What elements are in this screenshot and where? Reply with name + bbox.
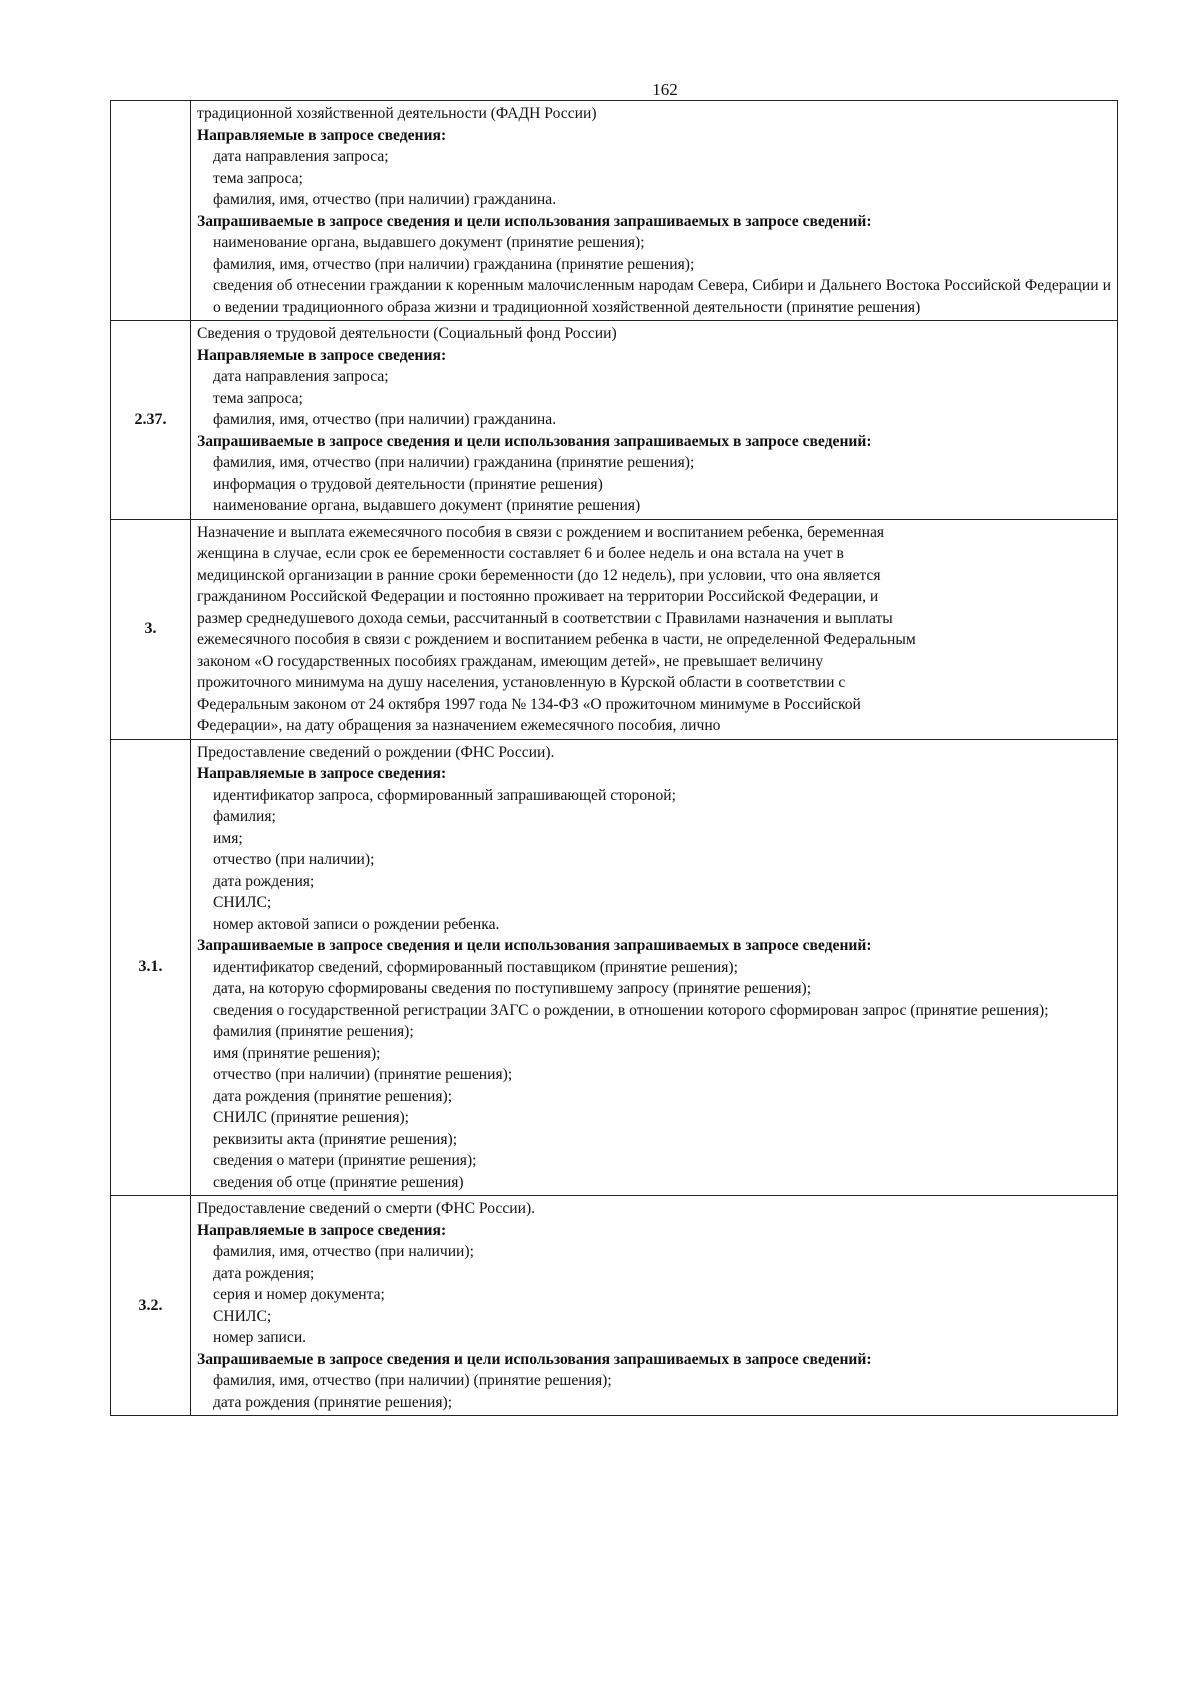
row-number-cell: 3. xyxy=(111,519,191,739)
content-line: Федеральным законом от 24 октября 1997 года № 134-ФЗ «О прожиточном минимуме в Российской xyxy=(197,695,861,713)
content-line: ежемесячного пособия в связи с рождением и воспитанием ребенка в части, не определенной Федеральным xyxy=(197,631,916,648)
list-item: номер актовой записи о рождении ребенка. xyxy=(213,915,500,933)
list-item: тема запроса; xyxy=(213,389,303,407)
section-heading: Направляемые в запросе сведения: xyxy=(197,126,447,144)
list-item: идентификатор сведений, сформированный поставщиком (принятие решения); xyxy=(213,958,738,976)
list-item: имя; xyxy=(213,829,243,847)
list-item: отчество (при наличии); xyxy=(213,851,375,868)
list-item: сведения об отце (принятие решения) xyxy=(213,1173,464,1191)
list-item: наименование органа, выдавшего документ (принятие решения); xyxy=(213,234,645,251)
page-number: 162 xyxy=(652,80,678,99)
list-item: фамилия; xyxy=(213,808,276,825)
row-content-cell xyxy=(191,321,1118,520)
section-heading: Запрашиваемые в запросе сведения и цели использования запрашиваемых в запросе сведений: xyxy=(197,1350,872,1368)
services-table xyxy=(110,100,1118,1416)
list-item: дата направления запроса; xyxy=(213,148,389,165)
content-line: размер среднедушевого дохода семьи, рассчитанный в соответствии с Правилами назначения и выплаты xyxy=(197,609,893,627)
content-line: Назначение и выплата ежемесячного пособия в связи с рождением и воспитанием ребенка, беременная xyxy=(197,523,885,541)
list-item: дата рождения (принятие решения); xyxy=(213,1087,453,1105)
list-item: дата рождения; xyxy=(213,1264,315,1282)
section-heading: Запрашиваемые в запросе сведения и цели использования запрашиваемых в запросе сведений: xyxy=(197,432,872,450)
list-item: фамилия, имя, отчество (при наличии); xyxy=(213,1243,474,1260)
row-number-cell: 3.1. xyxy=(111,739,191,1196)
list-item: фамилия, имя, отчество (при наличии) (принятие решения); xyxy=(213,1372,612,1389)
table-row xyxy=(111,1196,1118,1416)
row-content-cell xyxy=(191,1196,1118,1416)
section-heading: Направляемые в запросе сведения: xyxy=(197,346,447,364)
content-line: Федерации», на дату обращения за назначением ежемесячного пособия, лично xyxy=(197,717,721,734)
list-item: сведения о государственной регистрации ЗАГС о рождении, в отношении которого сформирован запрос (принятие решения); xyxy=(213,1001,1049,1019)
content-line: законом «О государственных пособиях гражданам, имеющим детей», не превышает величину xyxy=(197,652,824,670)
content-line: прожиточного минимума на душу населения, установленную в Курской области в соответствии с xyxy=(197,674,846,691)
table-row xyxy=(111,321,1118,520)
content-line: гражданином Российской Федерации и постоянно проживает на территории Российской Федерации, и xyxy=(197,588,879,605)
list-item: СНИЛС (принятие решения); xyxy=(213,1109,410,1126)
list-item: идентификатор запроса, сформированный запрашивающей стороной; xyxy=(213,786,676,804)
list-item: отчество (при наличии) (принятие решения); xyxy=(213,1066,513,1083)
row-number-cell: 3.2. xyxy=(111,1196,191,1416)
list-item: имя (принятие решения); xyxy=(213,1044,381,1062)
list-item: СНИЛС; xyxy=(213,1307,272,1325)
list-item: дата направления запроса; xyxy=(213,368,389,385)
content-line: женщина в случае, если срок ее беременности составляет 6 и более недель и она встала на учет в xyxy=(197,545,844,562)
list-item: фамилия, имя, отчество (при наличии) гражданина (принятие решения); xyxy=(213,454,695,471)
table-row xyxy=(111,101,1118,321)
section-heading: Запрашиваемые в запросе сведения и цели использования запрашиваемых в запросе сведений: xyxy=(197,212,872,230)
list-item: наименование органа, выдавшего документ (принятие решения) xyxy=(213,497,641,514)
content-line: Предоставление сведений о смерти (ФНС России). xyxy=(197,1200,536,1217)
list-item: номер записи. xyxy=(213,1329,307,1346)
list-item: дата рождения (принятие решения); xyxy=(213,1393,453,1411)
table-row xyxy=(111,519,1118,739)
list-item: дата, на которую сформированы сведения по поступившему запросу (принятие решения); xyxy=(213,980,812,997)
content-line: Предоставление сведений о рождении (ФНС России). xyxy=(197,743,555,761)
section-heading: Направляемые в запросе сведения: xyxy=(197,1221,447,1239)
section-heading: Запрашиваемые в запросе сведения и цели использования запрашиваемых в запросе сведений: xyxy=(197,937,872,954)
list-item: фамилия, имя, отчество (при наличии) гражданина. xyxy=(213,411,557,428)
row-content-cell xyxy=(191,101,1118,321)
list-item: дата рождения; xyxy=(213,872,315,890)
row-content-cell xyxy=(191,519,1118,739)
content-line: Сведения о трудовой деятельности (Социальный фонд России) xyxy=(197,325,617,342)
list-item: реквизиты акта (принятие решения); xyxy=(213,1130,458,1148)
list-item: серия и номер документа; xyxy=(213,1286,385,1303)
list-item: СНИЛС; xyxy=(213,894,272,911)
list-item: тема запроса; xyxy=(213,169,303,187)
table-row xyxy=(111,739,1118,1196)
list-item: сведения об отнесении граждании к коренным малочисленным народам Севера, Сибири и Дальнего Востока Российской Федерации и о ведении традиционного образа жизни и традиционной хозяйственной деятельности (принятие решения) xyxy=(213,277,1111,316)
list-item: сведения о матери (принятие решения); xyxy=(213,1152,477,1169)
list-item: фамилия, имя, отчество (при наличии) гражданина (принятие решения); xyxy=(213,255,695,273)
row-number-cell: 2.37. xyxy=(111,321,191,520)
section-heading: Направляемые в запросе сведения: xyxy=(197,765,447,782)
row-content-cell xyxy=(191,739,1118,1196)
list-item: фамилия (принятие решения); xyxy=(213,1023,414,1040)
row-number-cell xyxy=(111,101,191,321)
list-item: фамилия, имя, отчество (при наличии) гражданина. xyxy=(213,191,557,208)
list-item: информация о трудовой деятельности (принятие решения) xyxy=(213,475,603,493)
content-line: медицинской организации в ранние сроки беременности (до 12 недель), при условии, что она является xyxy=(197,566,881,584)
content-line: традиционной хозяйственной деятельности (ФАДН России) xyxy=(197,105,597,122)
